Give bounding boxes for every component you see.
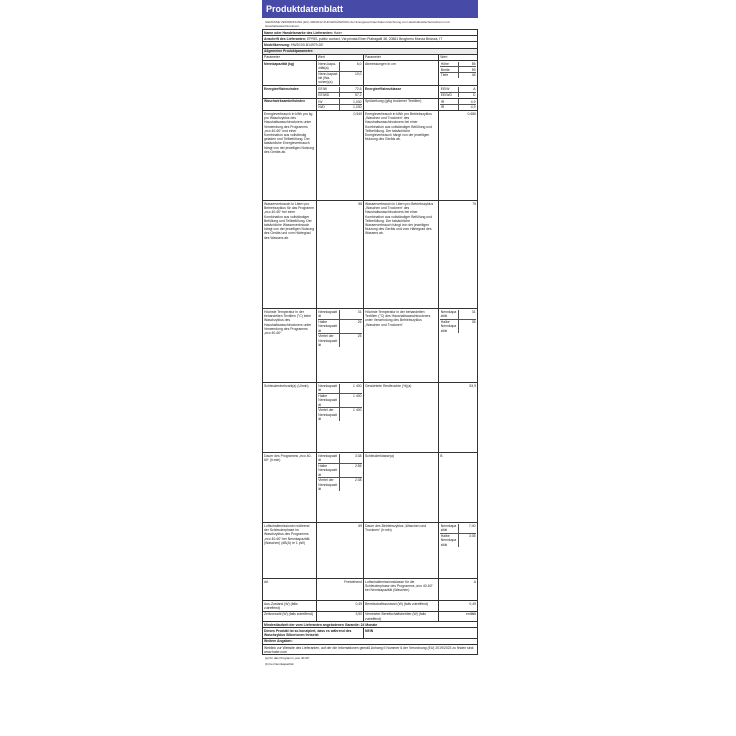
- col-value-header-2: Wert: [439, 54, 478, 60]
- model-label: Modellkennung:: [264, 42, 290, 47]
- table-row: Art Freistehend Luftschallemissionsklasse für die Schleuderphase des Programms „eco 40-60“ bei Nennkapazität (Waschen) A: [263, 579, 478, 601]
- footnote: (b) bei Nennkapazität: [265, 662, 294, 667]
- data-table: [262, 29, 478, 655]
- col-param-header: Parameter: [263, 54, 317, 60]
- brand-value: Haier: [333, 30, 342, 35]
- table-row: Aus-Zustand (W) (falls zutreffend) 0,49 Bereitschaftszustand (W) (falls zutreffend) 0,49: [264, 601, 476, 611]
- address-value: EPREL public contact, Via privata Eben Piatragalli 38, 20861 Brugherio Monza Brianza, IT: [306, 36, 443, 41]
- sheet-title: Produktdatenblatt: [262, 0, 478, 18]
- table-row: Schleuderdrehzahl(a) (U/min) Nennkapazität 1 400 Halbe Nennkapazität 1 400 Viertel der Nennkapazität 1 400 Gewichtete Restfeuchte (%)(a) 53,9: [263, 383, 478, 453]
- table-row: Mindestlaufzeit der vom Lieferanten angebotenen Garantie: 24 Monate: [263, 622, 478, 628]
- section-header: Allgemeine Produktparameter:: [263, 48, 478, 54]
- col-param-header-2: Parameter: [364, 54, 439, 60]
- table-row: Nennkapazität (kg) Nenn-kapa-zität(a) 6,0 Nenn-kapazi-tät (Wa-schen)(a) 10,0 Abmessungen in cm Höhe 85 Breite 59 Tiefe 46: [264, 61, 476, 85]
- table-row: Zeitvorwahl (W) (falls zutreffend) 3,90 Vernetzter Bereitschaftsbetrieb (W) (falls zutreffend) entfällt: [264, 612, 476, 621]
- table-row: Luftschallemissionen während der Schleuderphase im Waschzyklus des Programms „eco 40-60“ bei Nennkapazität (Waschen) (dB(A) re 1 pW) 69 Dauer des Betriebszyklus „Waschen und Trocknen“ (h:min) Nennkapazität 7:40 Halbe Nennkapazität 3:35: [263, 523, 478, 579]
- table-row: Weitere Angaben:: [263, 638, 478, 644]
- table-row: [263, 645, 478, 655]
- supplier-weblink: Weblink zur Website des Lieferanten, auf der die Informationen gemäß Anhang II Nummer 6 der Verordnung (EU) 2019/2023 zu finden sind: www.haier.com: [263, 645, 478, 655]
- footnote: (a) für das Programm „eco 40-60“: [265, 656, 310, 661]
- table-row: Energieeffizienzindex EEIW 72,6 EEIWD 57,2 Energieeffizienzklasse EEIW A EEIWD D: [264, 86, 476, 97]
- table-row: Energieverbrauch in kWh pro kg pro Waschzyklus des Haushaltswaschtrockners unter Verwendung des Programms „eco 40-60“ und einer Kombination aus vollständig geladen und Teilbefüllung. Der tatsächliche Energieverbrauch hängt von der jeweiligen Nutzung des Geräts ab. 0,540 Energieverbrauch in kWh pro Betriebszyklus „Waschen und Trocknen“ des Haushaltswaschtrockners bei einer Kombination aus vollständiger Befüllung und Teilbefüllung. Der tatsächliche Energieverbrauch hängt von der jeweiligen Nutzung des Geräts ab. 0,686: [263, 111, 478, 201]
- table-row: Dieses Produkt ist so konzipiert, dass es während des Waschzyklus Silberionen freisetzt NEIN: [263, 628, 478, 638]
- address-label: Anschrift des Lieferanten:: [264, 36, 307, 41]
- brand-label: Name oder Handelsmarke des Lieferanten:: [264, 30, 333, 35]
- table-row: Waschwirksamkeitsindex IW 1,030 IWD 1,030 Spülwirkung (g/kg trockener Textilien) IR 4,9 IR 4,9: [264, 99, 476, 110]
- table-row: Wasserverbrauch in Litern pro Betriebszyklus für das Programm „eco 40-60“ bei einer Kombination aus vollständiger Befüllung und Teilbefüllung. Der tatsächliche Wasserverbrauch hängt von der jeweiligen Nutzung des Geräts und vom Härtegrad des Wassers ab. 58 Wasserverbrauch in Litern pro Betriebszyklus „Waschen und Trocknen“ des Haushaltswaschtrockners bei einer Kombination aus vollständiger Befüllung und Teilbefüllung. Der tatsächliche Wasserverbrauch hängt von der jeweiligen Nutzung des Geräts und vom Härtegrad des Wassers ab. 75: [263, 201, 478, 309]
- col-value-header: Wert: [316, 54, 363, 60]
- table-row: Dauer des Programms „eco 40-60“ (h:min) Nennkapazität 3:38 Halbe Nennkapazität 2:55 Viertel der Nennkapazität 2:38 Schleuderklasse(a) B: [263, 453, 478, 523]
- model-value: HWD100-B14979-DE: [290, 42, 324, 47]
- table-row: Höchste Temperatur in der behandelten Textilien (°C) beim Waschzyklus des Haushaltswaschtrockners unter Verwendung des Programms „eco 40-60“ Nennkapazität 31 Halbe Nennkapazität 26 Viertel der Nennkapazität 25 Höchste Temperatur in der behandelten Textilien (°C) des Haushaltswaschtrockners unter Verwendung des Betriebszyklus „Waschen und Trocknen“ Nennkapazität 31 Halbe Nennkapazität 35: [263, 309, 478, 383]
- regulation-note: GEMÄSSE VERORDNUNG (EU) 392/2012 ZUR ERGÄNZUNG der Energieverbrauchskennzeichnung von Haushaltswäschetrocknern und Haushaltswaschtrocknern: [265, 20, 450, 28]
- product-data-sheet: [262, 0, 478, 736]
